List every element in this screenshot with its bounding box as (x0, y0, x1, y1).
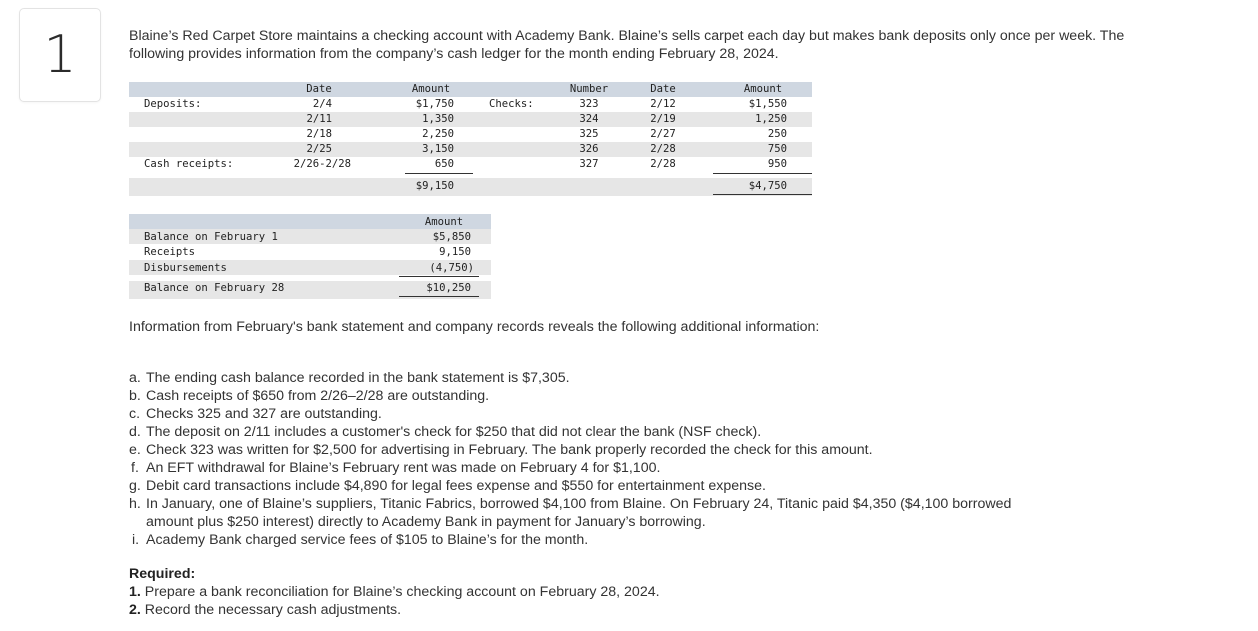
list-text: Academy Bank charged service fees of $105 to Blaine’s for the month. (146, 532, 589, 548)
check-date: 2/19 (650, 113, 676, 125)
balance-row-amount: 9,150 (439, 246, 471, 258)
required-num: 2. (129, 602, 141, 618)
balance-row-label: Balance on February 1 (144, 231, 278, 243)
list-letter: h. (129, 496, 141, 512)
list-item (129, 495, 1036, 531)
required-title: Required: (129, 566, 196, 582)
list-item (129, 387, 1129, 405)
ledger-header-check-amount: Amount (743, 83, 783, 95)
ledger-header-amount: Amount (411, 83, 451, 95)
check-amount: 950 (767, 158, 787, 170)
list-item (129, 531, 1129, 549)
deposit-amount: 3,150 (422, 143, 454, 155)
check-number: 323 (579, 98, 599, 110)
balance-table (129, 214, 491, 300)
check-number: 325 (579, 128, 599, 140)
intro-paragraph: Blaine’s Red Carpet Store maintains a checking account with Academy Bank. Blaine’s sells carpet each day but makes bank deposits only once per week. The following provides information from the company’s cash ledger for the month ending February 28, 2024. (129, 28, 1125, 62)
list-text: Check 323 was written for $2,500 for advertising in February. The bank properly recorded the check for this amount. (146, 442, 873, 458)
list-item (129, 405, 1129, 423)
deposit-date: 2/26-2/28 (293, 158, 351, 170)
balance-underline (399, 276, 479, 277)
list-item (129, 369, 1129, 387)
balance-row-label: Disbursements (144, 262, 227, 274)
check-date: 2/12 (650, 98, 676, 110)
ledger-header-date: Date (306, 83, 332, 95)
check-amount: 250 (767, 128, 787, 140)
list-item (129, 423, 1129, 441)
checks-total: $4,750 (748, 180, 787, 192)
deposit-date: 2/18 (306, 128, 332, 140)
question-number: 1 (43, 25, 77, 85)
cash-receipts-label: Cash receipts: (144, 158, 234, 170)
ledger-header-check-date: Date (650, 83, 676, 95)
balance-double-underline (399, 296, 479, 297)
list-text: Cash receipts of $650 from 2/26–2/28 are outstanding. (146, 388, 490, 404)
check-date: 2/28 (650, 158, 676, 170)
deposit-amount: 2,250 (422, 128, 454, 140)
ledger-header-number: Number (569, 83, 609, 95)
ledger-stripe (129, 142, 812, 157)
check-amount: $1,550 (748, 98, 787, 110)
deposits-total-underline (405, 173, 473, 174)
list-letter: c. (129, 406, 141, 422)
required-text: Record the necessary cash adjustments. (144, 602, 402, 618)
deposit-date: 2/4 (312, 98, 332, 110)
deposit-amount: 1,350 (422, 113, 454, 125)
list-text: The deposit on 2/11 includes a customer's check for $250 that did not clear the bank (NSF check). (146, 424, 762, 440)
list-item (129, 477, 1129, 495)
check-number: 327 (579, 158, 599, 170)
checks-total-underline (713, 173, 812, 174)
list-text: In January, one of Blaine’s suppliers, Titanic Fabrics, borrowed $4,100 from Blaine. On February 24, Titanic paid $4,350 ($4,100 borrowed amount plus $250 interest) directly to Academy Bank in payment for January’s borrowing. (146, 496, 1012, 530)
list-text: An EFT withdrawal for Blaine’s February rent was made on February 4 for $1,100. (146, 460, 661, 476)
list-letter: i. (132, 532, 140, 548)
check-date: 2/28 (650, 143, 676, 155)
deposit-amount: $1,750 (415, 98, 454, 110)
check-date: 2/27 (650, 128, 676, 140)
required-item (129, 601, 660, 619)
list-item (129, 441, 1129, 459)
list-text: Debit card transactions include $4,890 for legal fees expense and $550 for entertainment expense. (146, 478, 766, 494)
question-number-badge (19, 8, 101, 102)
deposits-label: Deposits: (144, 98, 202, 110)
check-amount: 1,250 (755, 113, 787, 125)
ledger-stripe (129, 112, 812, 127)
required-text: Prepare a bank reconciliation for Blaine’s checking account on February 28, 2024. (144, 584, 660, 600)
list-letter: a. (129, 370, 141, 386)
required-num: 1. (129, 584, 141, 600)
list-letter: b. (129, 388, 141, 404)
check-number: 324 (579, 113, 599, 125)
list-item (129, 459, 1129, 477)
additional-info-list (129, 369, 1129, 549)
required-section (129, 565, 660, 619)
deposit-date: 2/11 (306, 113, 332, 125)
deposits-total: $9,150 (415, 180, 454, 192)
check-number: 326 (579, 143, 599, 155)
list-letter: e. (129, 442, 141, 458)
balance-row-amount: $5,850 (432, 231, 471, 243)
list-letter: d. (129, 424, 141, 440)
check-amount: 750 (767, 143, 787, 155)
balance-row-amount: (4,750) (429, 262, 474, 274)
additional-info-paragraph: Information from February's bank statement and company records reveals the following additional information: (129, 319, 820, 335)
deposit-amount: 650 (434, 158, 454, 170)
balance-row-label: Receipts (144, 246, 196, 258)
ledger-total-row (129, 178, 812, 196)
checks-label: Checks: (489, 98, 534, 110)
balance-row-amount: $10,250 (426, 282, 471, 294)
deposit-date: 2/25 (306, 143, 332, 155)
checks-total-double-underline (713, 194, 812, 195)
list-text: The ending cash balance recorded in the bank statement is $7,305. (146, 370, 570, 386)
list-letter: f. (131, 460, 139, 476)
balance-row-label: Balance on February 28 (144, 282, 285, 294)
required-item (129, 583, 660, 601)
balance-header-amount: Amount (424, 216, 464, 228)
list-text: Checks 325 and 327 are outstanding. (146, 406, 382, 422)
cash-ledger-table (129, 82, 812, 196)
list-letter: g. (129, 478, 141, 494)
